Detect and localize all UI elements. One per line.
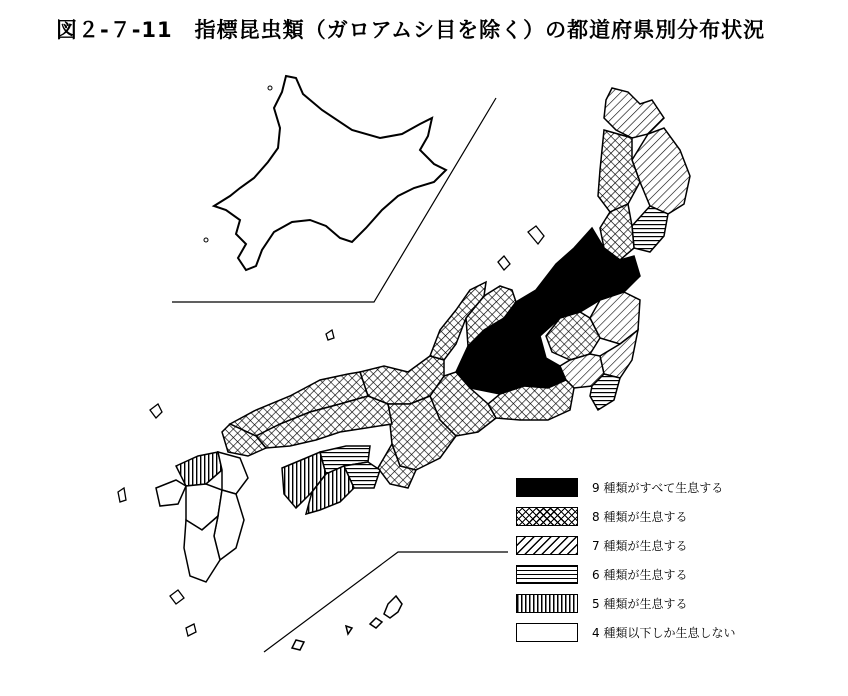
legend-label-7: 7 種類が生息する	[592, 539, 688, 553]
legend-label-6: 6 種類が生息する	[592, 568, 688, 582]
legend-item-8	[516, 507, 735, 526]
legend-item-5	[516, 594, 735, 613]
region-fukuoka-saga	[176, 452, 222, 486]
legend-label-4: 4 種類以下しか生息しない	[592, 626, 736, 640]
region-iwate	[632, 128, 690, 214]
legend-swatch-5	[516, 594, 578, 613]
legend-item-6	[516, 565, 735, 584]
region-nagasaki	[156, 480, 186, 506]
kyushu	[156, 452, 248, 582]
honshu-east	[456, 88, 690, 420]
legend-swatch-9	[516, 478, 578, 497]
okinawa-inset	[264, 552, 508, 652]
legend-swatch-4	[516, 623, 578, 642]
shikoku	[282, 446, 380, 514]
legend-swatch-8	[516, 507, 578, 526]
legend-swatch-7	[516, 536, 578, 555]
region-oita	[218, 452, 248, 494]
hokkaido-inset	[172, 76, 496, 302]
region-miyagi	[632, 206, 668, 252]
legend-label-8: 8 種類が生息する	[592, 510, 688, 524]
legend-item-7	[516, 536, 735, 555]
region-aomori	[604, 88, 664, 138]
legend-label-9: 9 種類がすべて生息する	[592, 481, 724, 495]
region-akita	[598, 130, 640, 212]
legend-swatch-6	[516, 565, 578, 584]
map-title: 図２-７-11 指標昆虫類（ガロアムシ目を除く）の都道府県別分布状況	[56, 18, 766, 42]
legend	[516, 478, 735, 652]
okinawa-inset-frame	[264, 552, 508, 652]
legend-label-5: 5 種類が生息する	[592, 597, 688, 611]
legend-item-9	[516, 478, 735, 497]
legend-item-4	[516, 623, 735, 642]
